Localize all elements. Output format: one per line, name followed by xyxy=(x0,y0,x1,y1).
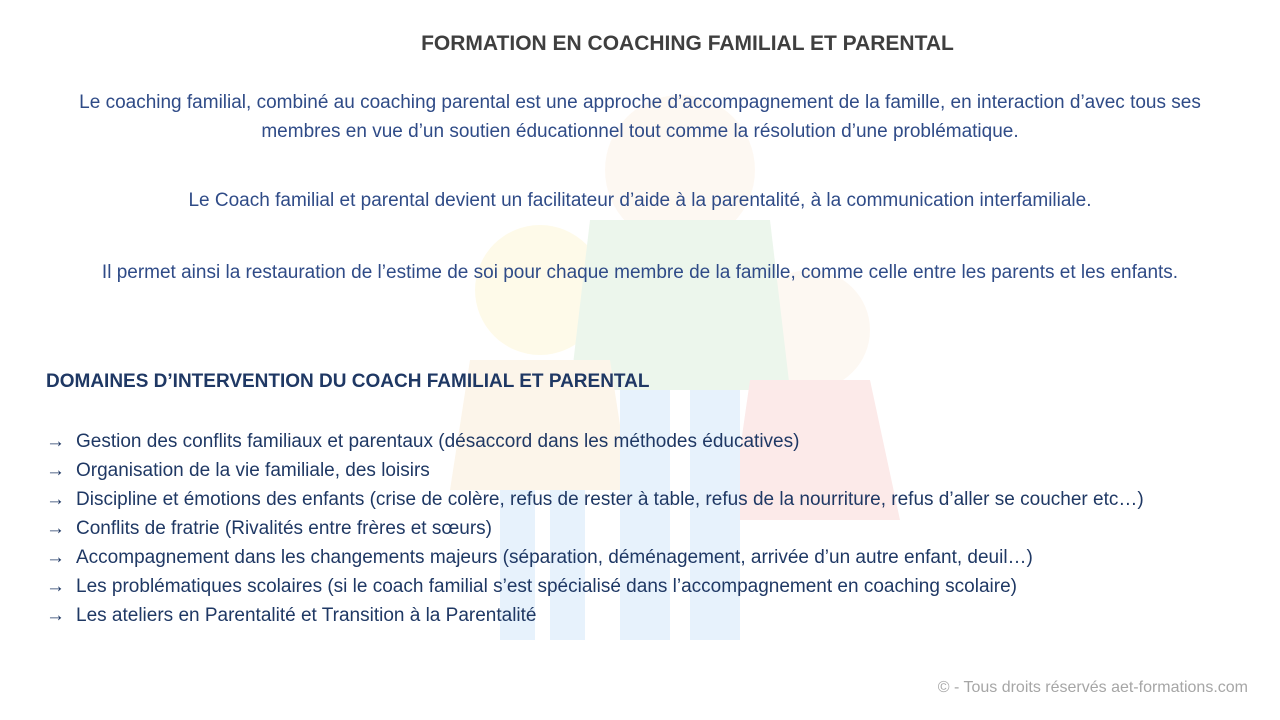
list-item-text: Conflits de fratrie (Rivalités entre frères et sœurs) xyxy=(76,518,493,539)
intro-paragraph: Le coaching familial, combiné au coaching parental est une approche d’accompagnement de la famille, en interaction d’avec tous ses membres en vue d’un soutien éducationnel tout comme la résolution d’une problématique. xyxy=(79,92,1201,142)
copyright-footer: © - Tous droits réservés aet-formations.com xyxy=(937,679,1248,696)
arrow-right-icon: → xyxy=(46,605,65,626)
list-item xyxy=(46,456,1236,485)
arrow-right-icon: → xyxy=(46,518,65,539)
list-item xyxy=(46,543,1236,572)
list-item xyxy=(46,485,1236,514)
arrow-right-icon: → xyxy=(46,489,65,510)
arrow-right-icon: → xyxy=(46,460,65,481)
self-esteem-paragraph: Il permet ainsi la restauration de l’estime de soi pour chaque membre de la famille, comme celle entre les parents et les enfants. xyxy=(101,262,1179,283)
list-item xyxy=(46,601,1236,630)
list-item-text: Gestion des conflits familiaux et parentaux (désaccord dans les méthodes éducatives) xyxy=(76,431,800,452)
coach-role-paragraph: Le Coach familial et parental devient un facilitateur d’aide à la parentalité, à la communication interfamiliale. xyxy=(188,190,1092,211)
list-item-text: Discipline et émotions des enfants (crise de colère, refus de rester à table, refus de la nourriture, refus d’aller se coucher etc…) xyxy=(76,489,1144,510)
list-item xyxy=(46,572,1236,601)
page-title-text: FORMATION EN COACHING FAMILIAL ET PARENTAL xyxy=(421,32,954,55)
list-item xyxy=(46,427,1236,456)
arrow-right-icon: → xyxy=(46,576,65,597)
domains-list xyxy=(46,427,1236,630)
list-item xyxy=(46,514,1236,543)
arrow-right-icon: → xyxy=(46,547,65,568)
list-item-text: Les ateliers en Parentalité et Transition à la Parentalité xyxy=(76,605,537,626)
list-item-text: Les problématiques scolaires (si le coach familial s’est spécialisé dans l’accompagnement en coaching scolaire) xyxy=(76,576,1017,597)
page-title xyxy=(0,32,1280,56)
section-heading: DOMAINES D’INTERVENTION DU COACH FAMILIAL ET PARENTAL xyxy=(46,371,650,392)
list-item-text: Accompagnement dans les changements majeurs (séparation, déménagement, arrivée d’un autre enfant, deuil…) xyxy=(76,547,1033,568)
list-item-text: Organisation de la vie familiale, des loisirs xyxy=(76,460,430,481)
arrow-right-icon: → xyxy=(46,431,65,452)
